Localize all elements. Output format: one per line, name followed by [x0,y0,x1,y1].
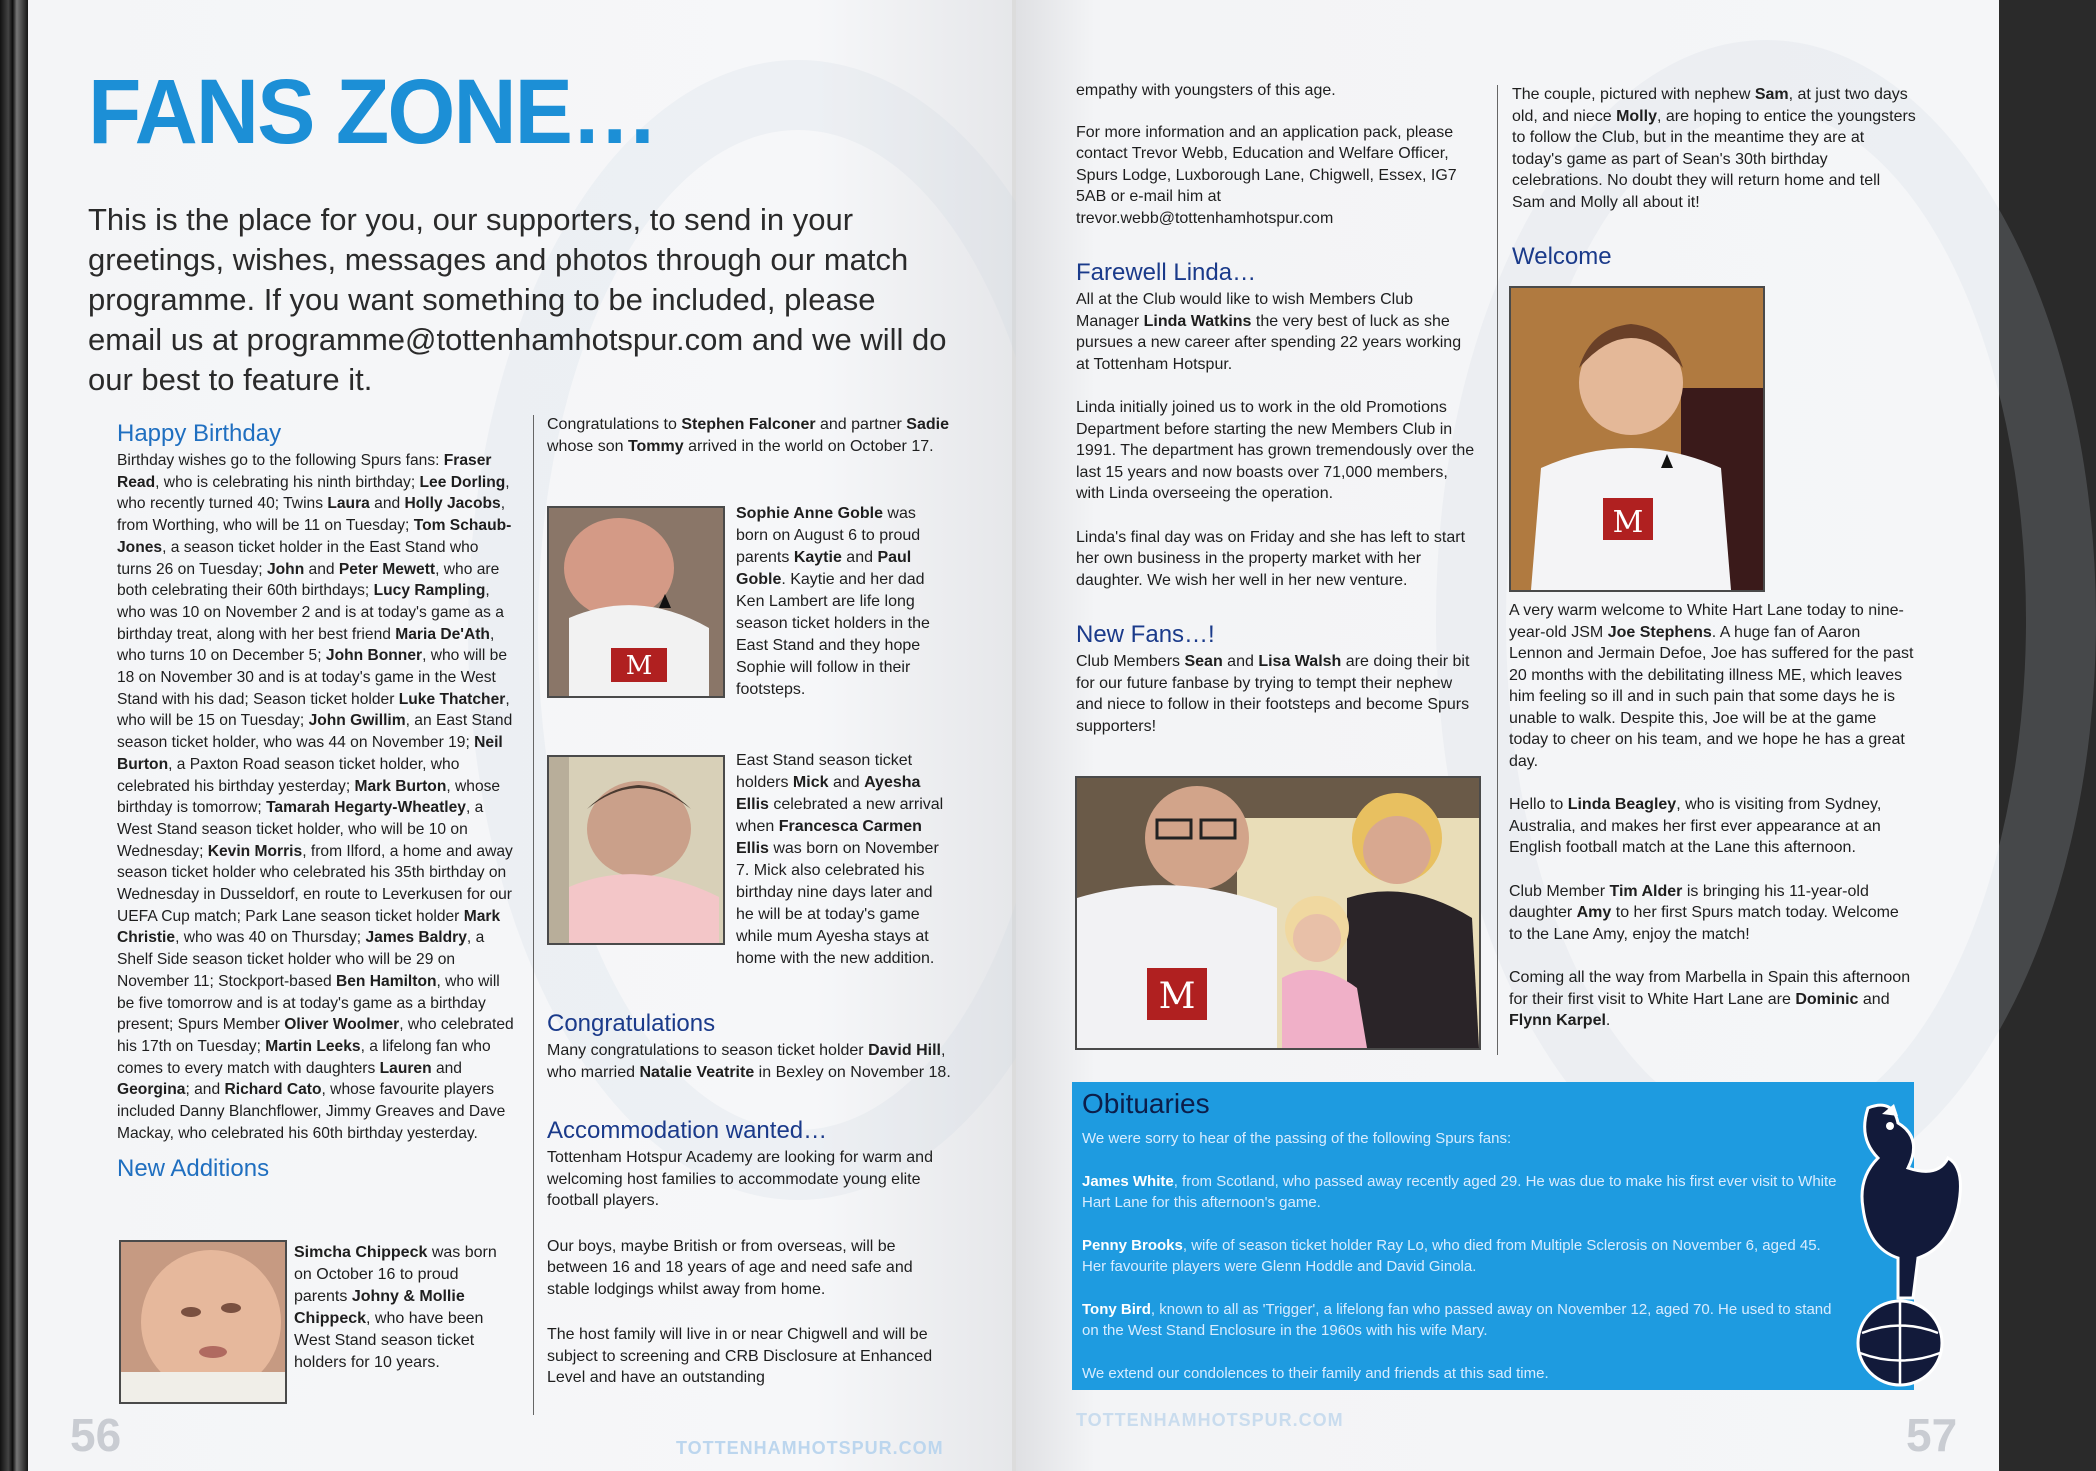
obituaries-box [1072,1082,1914,1390]
obituaries-closing: We extend our condolences to their family and friends at this sad time. [1082,1365,1549,1382]
bold-name: Mark Christie [117,907,501,947]
welcome-column [1509,600,1914,1050]
accommodation-text-1: Tottenham Hotspur Academy are looking for warm and welcoming host families to accommodate young elite football players. [547,1149,933,1209]
bold-name: Joe Stephens [1607,623,1712,641]
svg-text:M: M [1158,976,1196,1017]
bold-name: Tamarah Hegarty-Wheatley [266,799,466,817]
baby-photo-francesca [547,755,725,945]
welcome-text-1: A very warm welcome to White Hart Lane today to nine-year-old JSM Joe Stephens. A huge fan of Aaron Lennon and Jermain Defoe, Joe has suffered for the past 20 months with the debilitating illness ME, which leaves him feeling so ill and in such pain that some days he is unable to walk. Despite this, Joe will be at the game today to cheer on his team, and we hope he has a great day. [1509,602,1914,770]
baby-photo-simcha [119,1240,287,1404]
bold-name: Martin Leeks [265,1037,361,1055]
bold-name: Tommy [627,437,684,455]
bold-name: Laura [327,495,370,513]
empathy-text: empathy with youngsters of this age. [1076,82,1336,99]
middle-column-lower [547,1010,952,1407]
bold-name: James Baldry [365,929,467,947]
bold-name: Lisa Walsh [1258,653,1342,670]
bold-name: Lucy Rampling [373,582,486,600]
bold-name: Paul Goble [736,549,912,588]
bold-name: Fraser Read [117,452,492,491]
congratulations-text: Many congratulations to season ticket holder David Hill, who married Natalie Veatrite in Bexley on November 18. [547,1042,951,1081]
bold-name: Tim Alder [1609,882,1683,900]
baby-photo-sophie [547,506,725,698]
bold-name: Neil Burton [117,734,503,773]
middle-column [547,414,952,475]
bold-name: Simcha Chippeck [294,1244,428,1261]
accommodation-text-3: The host family will live in or near Chigwell and will be subject to screening and CRB Disclosure at Enhanced Level and have an outstanding [547,1326,933,1386]
ellis-text: East Stand season ticket holders Mick and Ayesha Ellis celebrated a new arrival when Francesca Carmen Ellis was born on November 7. Mick also celebrated his birthday nine days later and he will be at today's game while mum Ayesha stays at home with the new addition. [736,752,944,967]
new-additions-heading: New Additions [117,1154,270,1182]
couple-text: The couple, pictured with nephew Sam, at just two days old, and niece Molly, are hoping to entice the youngsters to follow the Club, but in the meantime they are at today's game as part of Sean's 30th birthday celebrations. No doubt they will return home and tell Sam and Molly all about it! [1512,86,1916,211]
bold-name: Linda Watkins [1143,312,1252,330]
welcome-text-2: Hello to Linda Beagley, who is visiting from Sydney, Australia, and makes her first ever appearance at an English football match at the Lane this afternoon. [1509,796,1882,856]
bold-name: Mark Burton [354,777,447,795]
bold-name: Georgina [117,1081,186,1099]
bold-name: James White [1082,1173,1174,1190]
bold-name: Lauren [379,1059,432,1077]
contact-info-text: For more information and an application pack, please contact Trevor Webb, Education and Welfare Officer, Spurs Lodge, Luxborough Lane, Chigwell, Essex, IG7 5AB or e-mail him at trevor.webb@tottenhamhotspur.com [1076,123,1457,227]
happy-birthday-text: Birthday wishes go to the following Spurs fans: Fraser Read, who is celebrating his ninth birthday; Lee Dorling, who recently turned 40; Twins Laura and Holly Jacobs, from Worthing, who will be 11 on Tuesday; Tom Schaub-Jones, a season ticket holder in the East Stand who turns 26 on Tuesday; John and Peter Mewett, who are both celebrating their 60th birthdays; Lucy Rampling, who was 10 on November 2 and is at today's game as a birthday treat, along with her best friend Maria De'Ath, who turns 10 on December 5; John Bonner, who will be 18 on November 30 and is at today's game in the West Stand with his dad; Season ticket holder Luke Thatcher, who will be 15 on Tuesday; John Gwillim, an East Stand season ticket holder, who was 44 on November 19; Neil Burton, a Paxton Road season ticket holder, who celebrated his birthday yesterday; Mark Burton, whose birthday is tomorrow; Tamarah Hegarty-Wheatley, a West Stand season ticket holder, who will be 10 on Wednesday; Kevin Morris, from Ilford, a home and away season ticket holder who celebrated his 35th birthday on Wednesday in Dusseldorf, en route to Leverkusen for our UEFA Cup match; Park Lane season ticket holder Mark Christie, who was 40 on Thursday; James Baldry, a Shelf Side season ticket holder who will be 29 on November 11; Stockport-based Ben Hamilton, who will be five tomorrow and is at today's game as a birthday present; Spurs Member Oliver Woolmer, who celebrated his 17th on Tuesday; Martin Leeks, a lifelong fan who comes to every match with daughters Lauren and Georgina; and Richard Cato, whose favourite players included Danny Blanchflower, Jimmy Greaves and Dave Mackay, who celebrated his 60th birthday yesterday. [117,452,514,1142]
bold-name: Ayesha Ellis [736,774,921,813]
bold-name: Dominic [1795,990,1859,1008]
bold-name: John Gwillim [308,712,406,730]
welcome-text-4: Coming all the way from Marbella in Spain this afternoon for their first visit to White Hart Lane are Dominic and Flynn Karpel. [1509,969,1911,1029]
bold-name: Tom Schaub-Jones [117,517,512,556]
walsh-family-photo [1075,776,1481,1050]
bold-name: Linda Beagley [1567,796,1677,813]
farewell-text-2: Linda initially joined us to work in the old Promotions Department before starting the new Members Club in 1991. The department has grown tremendously over the last 15 years and now boasts over 71,000 members, with Linda overseeing the operation. [1076,399,1475,502]
bold-name: Mick [792,774,829,791]
bold-name: Sam [1754,86,1789,103]
welcome-heading: Welcome [1512,243,1612,270]
bold-name: Sadie [906,416,949,433]
obituary-item: Penny Brooks, wife of season ticket holder Ray Lo, who died from Multiple Sclerosis on November 6, aged 45. Her favourite players were Glenn Hoddle and David Ginola. [1082,1237,1821,1275]
bold-name: Flynn Karpel [1509,1012,1606,1029]
bold-name: Peter Mewett [338,560,436,578]
bold-name: Ben Hamilton [336,972,437,990]
bold-name: John [266,560,305,578]
footer-url-right: TOTTENHAMHOTSPUR.COM [1076,1410,1344,1430]
welcome-text-3: Club Member Tim Alder is bringing his 11-year-old daughter Amy to her first Spurs match today. Welcome to the Lane Amy, enjoy the match! [1509,882,1899,943]
bold-name: Maria De'Ath [395,625,490,643]
column-divider-right [1497,85,1498,1055]
bold-name: Johny & Mollie Chippeck [294,1288,465,1327]
footer-url-left: TOTTENHAMHOTSPUR.COM [676,1438,944,1458]
bold-name: Penny Brooks [1082,1237,1183,1254]
bold-name: Sophie Anne Goble [736,505,883,522]
bold-name: Sean [1184,653,1223,670]
bold-name: Francesca Carmen Ellis [736,818,922,857]
bold-name: Amy [1576,904,1612,921]
bold-name: Stephen Falconer [681,416,816,433]
page-number-left: 56 [70,1409,122,1461]
farewell-text-3: Linda's final day was on Friday and she has left to start her own business in the property market with her daughter. We wish her well in her new venture. [1076,528,1466,589]
joe-stephens-photo [1509,286,1765,592]
bold-name: Oliver Woolmer [284,1016,400,1034]
new-fans-text: Club Members Sean and Lisa Walsh are doing their bit for our future fanbase by trying to tempt their nephew and niece to follow in their footsteps and become Spurs supporters! [1076,653,1470,735]
book-edge [0,0,28,1471]
svg-text:M: M [625,651,653,681]
bold-name: Natalie Veatrite [639,1063,755,1081]
birthday-column [117,420,517,1185]
falconer-text: Congratulations to Stephen Falconer and partner Sadie whose son Tommy arrived in the world on October 17. [547,416,949,455]
right-column-1 [1076,80,1476,755]
column-divider-left [533,415,534,1415]
obituaries-heading: Obituaries [1082,1088,1210,1119]
goble-text: Sophie Anne Goble was born on August 6 to proud parents Kaytie and Paul Goble. Kaytie and her dad Ken Lambert are life long season ticket holders in the East Stand and they hope Sophie will follow in their footsteps. [736,505,930,698]
bold-name: Lee Dorling [419,473,506,491]
bold-name: Richard Cato [224,1081,322,1099]
bold-name: John Bonner [325,647,423,665]
accommodation-heading: Accommodation wanted… [547,1117,828,1144]
bold-name: Holly Jacobs [404,495,501,513]
spurs-cockerel-icon [1838,1098,1968,1388]
svg-text:M: M [1612,505,1644,540]
farewell-heading: Farewell Linda… [1076,259,1257,286]
intro-text: This is the place for you, our supporters, to send in your greetings, wishes, messages and photos through our match programme. If you want something to be included, please email us at programme@tottenhamhotspur.com and we will do our best to feature it. [88,202,947,397]
bold-name: Luke Thatcher [398,690,506,708]
new-fans-heading: New Fans…! [1076,621,1215,648]
obituaries-body [1082,1128,1842,1406]
bold-name: Kevin Morris [207,842,303,860]
bold-name: Molly [1616,107,1657,125]
accommodation-text-2: Our boys, maybe British or from overseas, will be between 16 and 18 years of age and need safe and stable lodgings whilst away from home. [547,1237,913,1298]
new-additions-text: Simcha Chippeck was born on October 16 to proud parents Johny & Mollie Chippeck, who have been West Stand season ticket holders for 10 years. [294,1244,497,1371]
happy-birthday-heading: Happy Birthday [117,420,282,447]
page-number-right: 57 [1906,1409,1958,1461]
page-title: FANS ZONE… [88,61,657,163]
right-column-2 [1512,84,1917,273]
bold-name: Tony Bird [1082,1301,1151,1318]
bold-name: David Hill [868,1042,941,1059]
farewell-text-1: All at the Club would like to wish Members Club Manager Linda Watkins the very best of luck as she pursues a new career after spending 22 years working at Tottenham Hotspur. [1076,291,1462,373]
obituary-item: James White, from Scotland, who passed away recently aged 29. He was due to make his first ever visit to White Hart Lane for this afternoon's game. [1082,1173,1837,1211]
congratulations-heading: Congratulations [547,1010,716,1037]
bold-name: Kaytie [793,549,842,566]
obituary-item: Tony Bird, known to all as 'Trigger', a lifelong fan who passed away on November 12, aged 70. He used to stand on the West Stand Enclosure in the 1960s with his wife Mary. [1082,1301,1832,1339]
obituaries-intro: We were sorry to hear of the passing of the following Spurs fans: [1082,1130,1512,1147]
